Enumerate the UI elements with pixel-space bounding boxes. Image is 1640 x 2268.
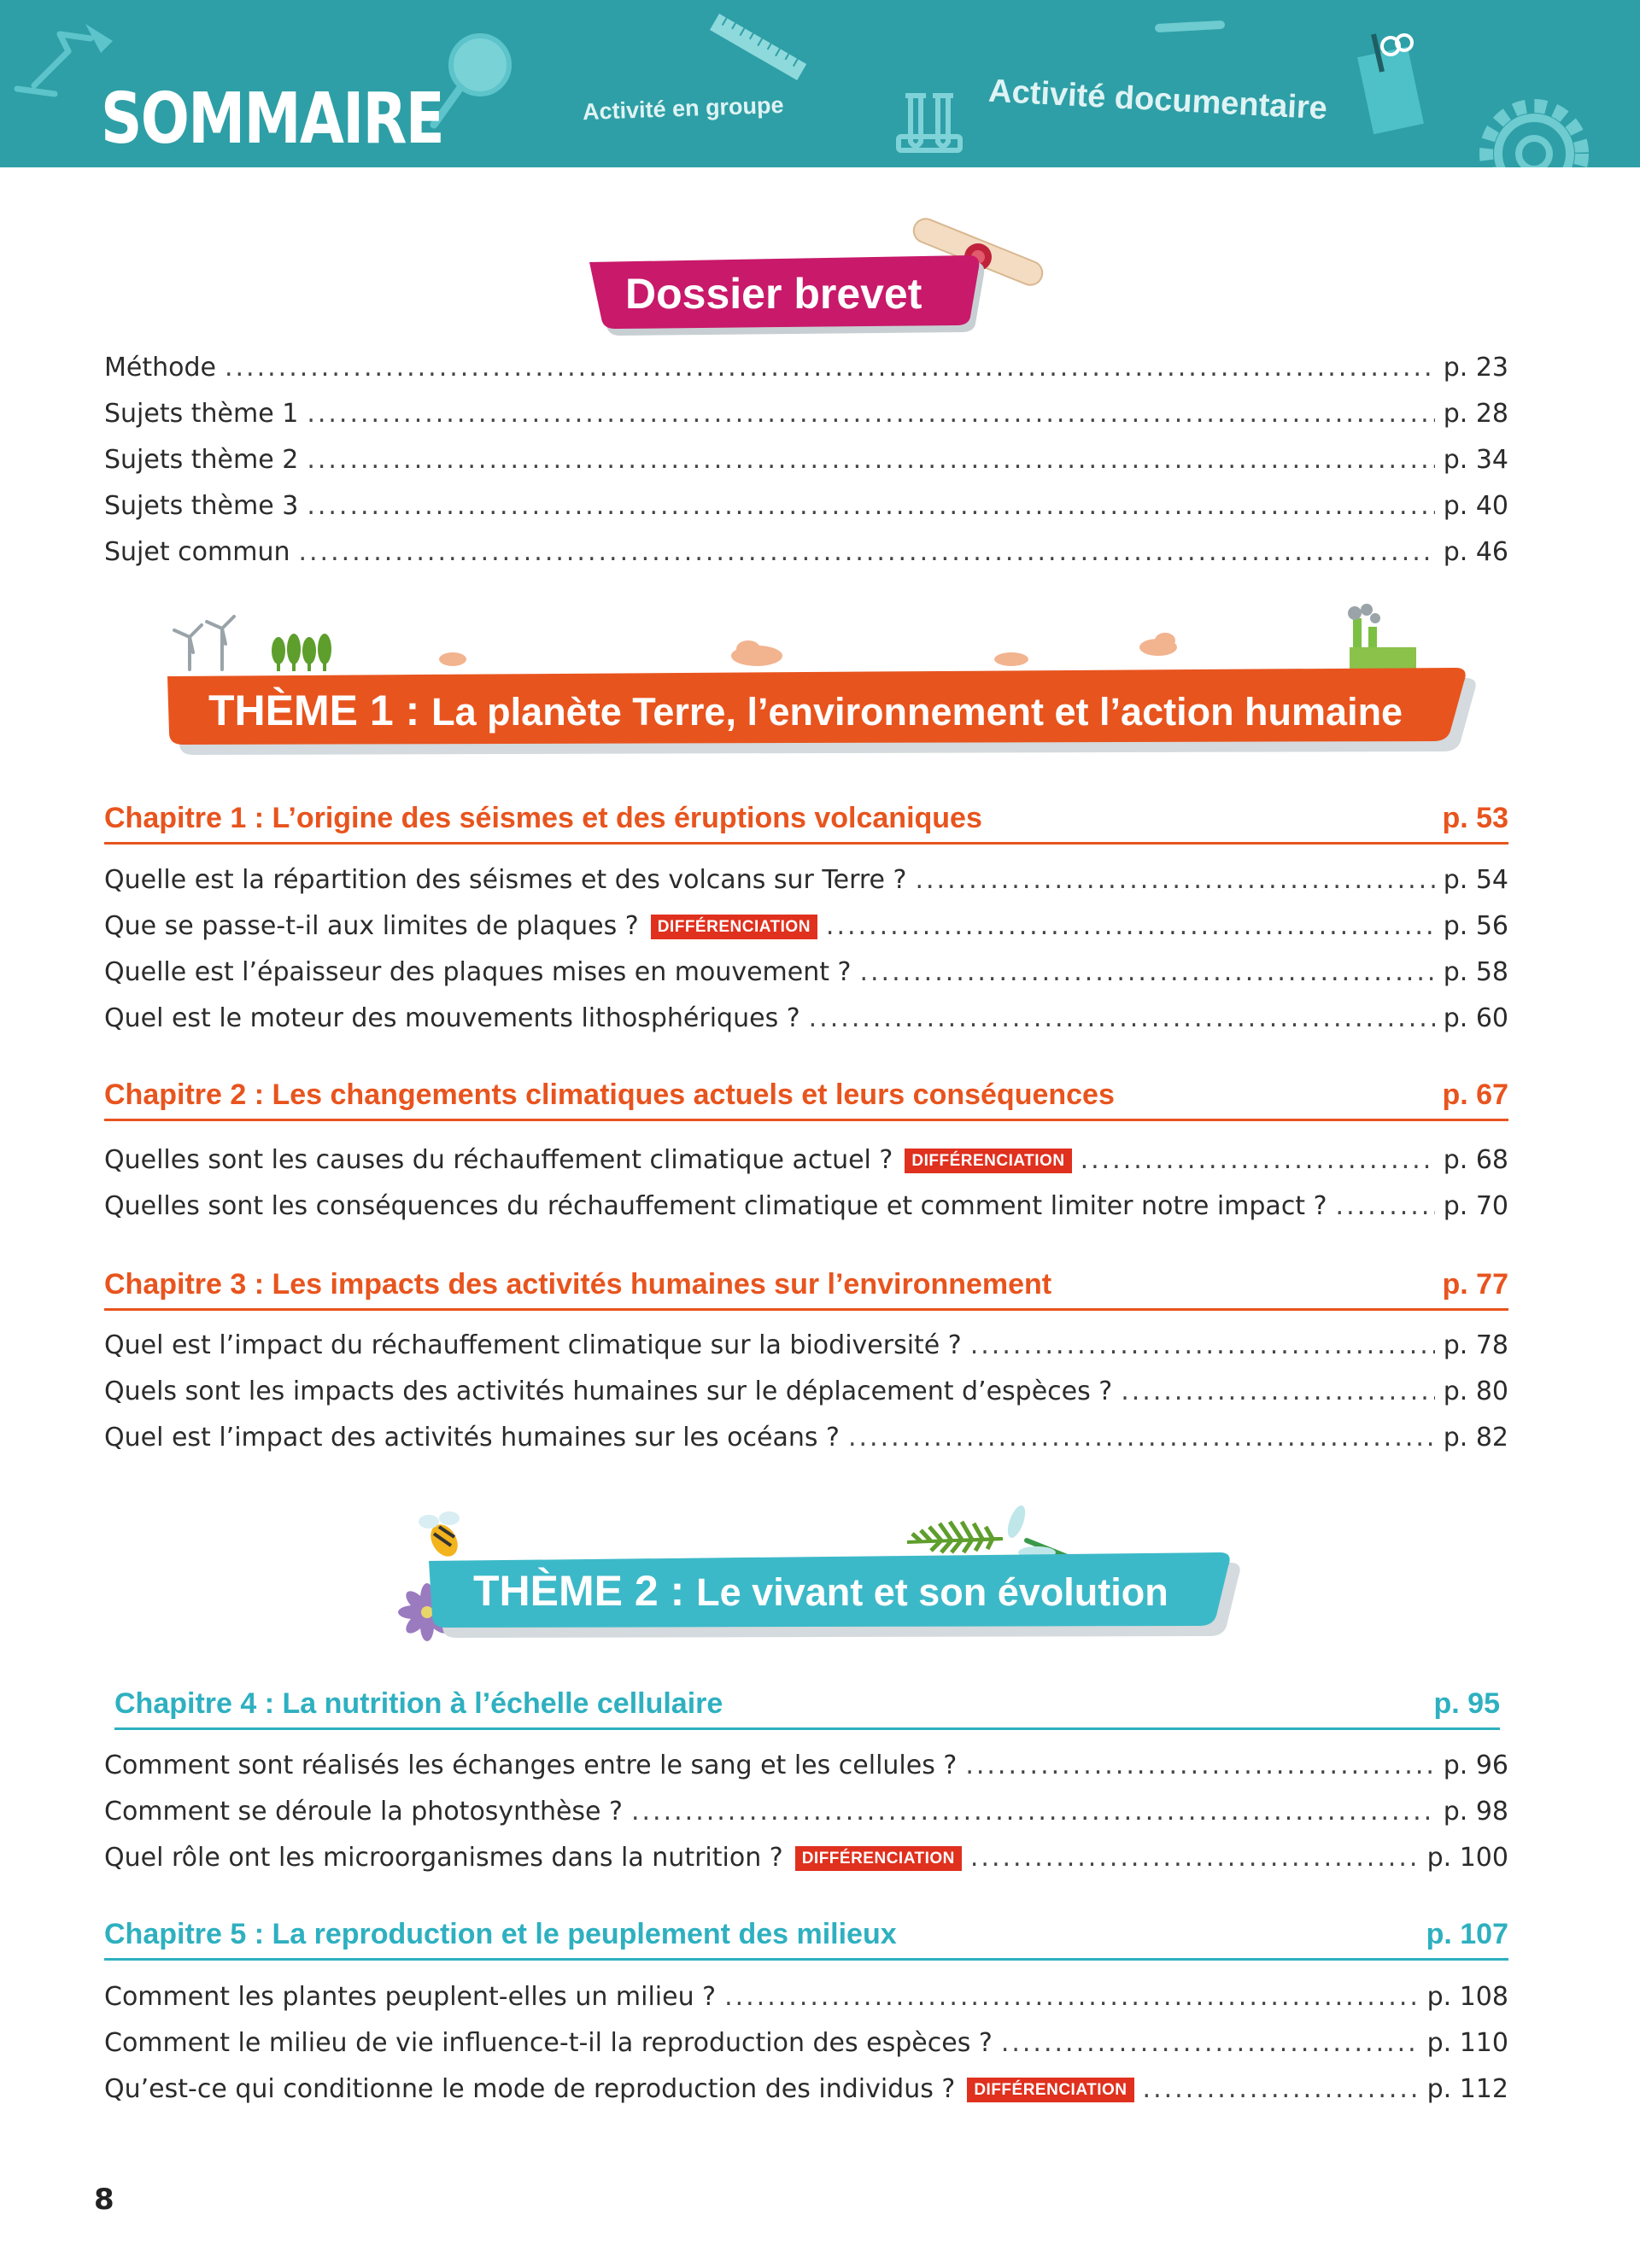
differentiation-badge: DIFFÉRENCIATION (967, 2078, 1133, 2102)
chapter-page: p. 67 (1442, 1078, 1508, 1111)
pencil-cup-icon (1357, 34, 1424, 134)
differentiation-badge: DIFFÉRENCIATION (651, 915, 817, 939)
toc-row-label: Que se passe-t-il aux limites de plaques ? (104, 911, 639, 941)
chapter-heading[interactable] (104, 1918, 1508, 1961)
wind-turbine-icon (174, 617, 234, 669)
toc-row-page: p. 56 (1443, 911, 1508, 941)
toc-row-label: Quel rôle ont les microorganismes dans la nutrition ? (104, 1843, 783, 1873)
test-tubes-icon (899, 96, 960, 150)
lamp-icon (17, 24, 113, 94)
dot-leader (915, 865, 1434, 895)
chapter-page: p. 77 (1442, 1268, 1508, 1301)
dot-leader (859, 957, 1434, 987)
dot-leader (631, 1797, 1435, 1827)
toc-row-page: p. 28 (1443, 399, 1508, 429)
theme2-banner-text (473, 1566, 1168, 1616)
toc-row[interactable] (104, 491, 1508, 532)
fern-icon (907, 1522, 1003, 1552)
toc-row-page: p. 34 (1443, 445, 1508, 475)
chapter-page: p. 53 (1442, 802, 1508, 834)
toc-row[interactable] (104, 399, 1508, 440)
toc-row-label: Sujets thème 3 (104, 491, 299, 521)
chapter-title: Chapitre 4 : La nutrition à l’échelle cellulaire (114, 1687, 723, 1720)
theme1-banner-text (208, 686, 1403, 735)
chapter-title: Chapitre 5 : La reproduction et le peuplement des milieux (104, 1918, 897, 1950)
toc-row-page: p. 40 (1443, 491, 1508, 521)
toc-row-label: Méthode (104, 353, 216, 383)
theme2-title: Le vivant et son évolution (696, 1570, 1168, 1614)
toc-row-page: p. 100 (1426, 1843, 1508, 1873)
toc-row-label: Sujet commun (104, 537, 290, 567)
page-number: 8 (94, 2183, 114, 2217)
toc-row[interactable] (104, 1377, 1508, 1418)
bee-icon (419, 1511, 463, 1561)
toc-row[interactable] (104, 1797, 1508, 1838)
toc-row-page: p. 68 (1443, 1145, 1508, 1175)
toc-row-label: Quelles sont les causes du réchauffement climatique actuel ? (104, 1145, 893, 1175)
toc-row-label: Quel est l’impact des activités humaines sur les océans ? (104, 1423, 840, 1453)
gear-icon (1486, 106, 1582, 167)
factory-icon (1348, 604, 1416, 671)
toc-row[interactable] (104, 353, 1508, 394)
toc-row-label: Quelles sont les conséquences du réchauffement climatique et comment limiter notre impact ? (104, 1191, 1327, 1221)
toc-row[interactable] (104, 537, 1508, 578)
toc-row-label: Quelle est la répartition des séismes et des volcans sur Terre ? (104, 865, 907, 895)
legend-group-activity: Activité en groupe (582, 91, 784, 126)
toc-row-label: Comment le milieu de vie influence-t-il la reproduction des espèces ? (104, 2028, 993, 2058)
toc-row-page: p. 98 (1443, 1797, 1508, 1827)
toc-row-page: p. 58 (1443, 957, 1508, 987)
trees-icon (272, 634, 331, 671)
toc-row-label: Quel est l’impact du réchauffement climatique sur la biodiversité ? (104, 1330, 962, 1360)
chapter-heading[interactable] (114, 1687, 1500, 1730)
toc-row[interactable] (104, 957, 1508, 998)
toc-row-page: p. 110 (1426, 2028, 1508, 2058)
toc-row-page: p. 80 (1443, 1377, 1508, 1406)
toc-row-page: p. 23 (1443, 353, 1508, 383)
toc-row-page: p. 82 (1443, 1423, 1508, 1453)
toc-row-page: p. 96 (1443, 1751, 1508, 1780)
toc-row[interactable] (104, 1191, 1508, 1232)
dot-leader (1143, 2074, 1419, 2104)
dot-leader (1336, 1191, 1435, 1221)
toc-row[interactable] (104, 911, 1508, 952)
dot-leader (307, 491, 1434, 521)
toc-row-label: Quelle est l’épaisseur des plaques mises en mouvement ? (104, 957, 852, 987)
dot-leader (298, 537, 1434, 567)
differentiation-badge: DIFFÉRENCIATION (795, 1846, 962, 1871)
differentiation-badge: DIFFÉRENCIATION (905, 1149, 1071, 1173)
theme2-prefix: THÈME 2 : (473, 1567, 685, 1615)
toc-row-page: p. 78 (1443, 1330, 1508, 1360)
toc-row-label: Sujets thème 2 (104, 445, 299, 475)
dot-leader (307, 445, 1434, 475)
toc-row[interactable] (104, 1423, 1508, 1464)
dot-leader (848, 1423, 1435, 1453)
toc-row-label: Quels sont les impacts des activités humaines sur le déplacement d’espèces ? (104, 1377, 1113, 1406)
header-band (0, 0, 1640, 167)
chapter-heading[interactable] (104, 1268, 1508, 1311)
magnifier-icon (434, 36, 509, 125)
dot-leader (307, 399, 1434, 429)
toc-row-page: p. 70 (1443, 1191, 1508, 1221)
chapter-heading[interactable] (104, 1078, 1508, 1121)
toc-row[interactable] (104, 445, 1508, 486)
dot-leader (826, 911, 1435, 941)
dragonfly-icon (1004, 1503, 1078, 1561)
dot-leader (1001, 2028, 1419, 2058)
toc-row-label: Sujets thème 1 (104, 399, 299, 429)
legend-documentary-activity: Activité documentaire (987, 73, 1328, 127)
toc-row-label: Comment se déroule la photosynthèse ? (104, 1797, 623, 1827)
chapter-title: Chapitre 2 : Les changements climatiques actuels et leurs conséquences (104, 1078, 1115, 1111)
chapter-heading[interactable] (104, 802, 1508, 845)
dot-leader (970, 1843, 1419, 1873)
dot-leader (225, 353, 1435, 383)
theme1-prefix: THÈME 1 : (208, 687, 420, 734)
toc-row-page: p. 112 (1426, 2074, 1508, 2104)
toc-row-page: p. 108 (1426, 1982, 1508, 2012)
theme1-title: La planète Terre, l’environnement et l’action humaine (431, 690, 1403, 734)
toc-row-label: Qu’est-ce qui conditionne le mode de reproduction des individus ? (104, 2074, 956, 2104)
cloud-icon (439, 633, 1177, 666)
ruler-icon (710, 14, 806, 80)
toc-row[interactable] (104, 865, 1508, 906)
theme1-banner (167, 598, 1483, 760)
toc-row-label: Quel est le moteur des mouvements lithosphériques ? (104, 1003, 800, 1033)
pen-icon (1155, 20, 1225, 32)
page-title: SOMMAIRE (101, 79, 444, 160)
dot-leader (1121, 1377, 1434, 1406)
chapter-page: p. 107 (1426, 1918, 1508, 1950)
chapter-title: Chapitre 1 : L’origine des séismes et des éruptions volcaniques (104, 802, 982, 834)
dot-leader (970, 1330, 1435, 1360)
dot-leader (965, 1751, 1434, 1780)
toc-row[interactable] (104, 2074, 1508, 2115)
toc-row[interactable] (104, 1982, 1508, 2023)
toc-row[interactable] (104, 1003, 1508, 1044)
toc-row-page: p. 46 (1443, 537, 1508, 567)
toc-row[interactable] (104, 1330, 1508, 1371)
chapter-title: Chapitre 3 : Les impacts des activités humaines sur l’environnement (104, 1268, 1052, 1301)
toc-row-page: p. 60 (1443, 1003, 1508, 1033)
toc-row-label: Comment les plantes peuplent-elles un milieu ? (104, 1982, 717, 2012)
toc-row-page: p. 54 (1443, 865, 1508, 895)
toc-row[interactable] (104, 1843, 1508, 1884)
dot-leader (724, 1982, 1419, 2012)
toc-row[interactable] (104, 2028, 1508, 2069)
theme2-banner (395, 1493, 1249, 1655)
toc-row[interactable] (104, 1145, 1508, 1186)
dot-leader (1081, 1145, 1435, 1175)
toc-row-label: Comment sont réalisés les échanges entre le sang et les cellules ? (104, 1751, 958, 1780)
toc-row[interactable] (104, 1751, 1508, 1792)
dossier-banner-title: Dossier brevet (625, 270, 922, 318)
chapter-page: p. 95 (1433, 1687, 1500, 1720)
dossier-banner (589, 209, 1068, 346)
dot-leader (809, 1003, 1435, 1033)
